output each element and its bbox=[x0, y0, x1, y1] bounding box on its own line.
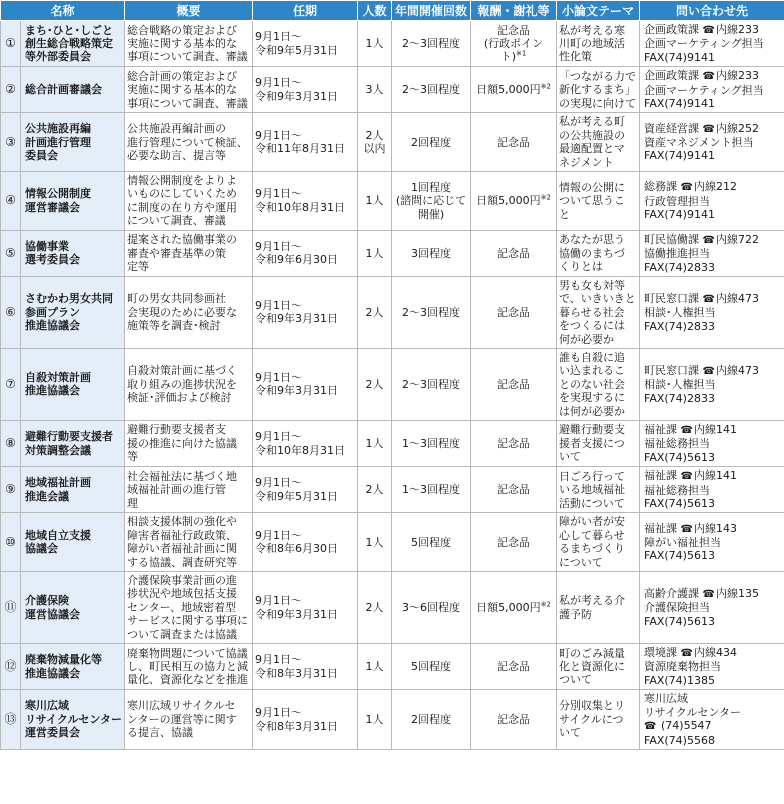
reward-text: 記念品 bbox=[497, 483, 531, 497]
committee-summary: 社会福祉法に基づく地 域福祉計画の進行管 理 bbox=[125, 467, 253, 513]
contact-cell bbox=[640, 644, 784, 690]
essay-theme: あなたが思う 協働のまちづ くりとは bbox=[557, 230, 640, 276]
header-name: 名称 bbox=[1, 1, 125, 21]
contact-dept: 企画政策課 bbox=[644, 23, 700, 36]
contact-dept: 資産経営課 bbox=[644, 121, 700, 135]
essay-theme: 男も女も対等 で、いきいきと 暮らせる社会 をつくるには 何が必要か bbox=[557, 276, 640, 348]
phone-icon: ☎ bbox=[702, 293, 715, 305]
reward-text: 日額5,000円 bbox=[476, 600, 541, 614]
contact-line-1 bbox=[644, 646, 782, 660]
header-theme: 小論文テーマ bbox=[557, 1, 640, 21]
contact-line-1 bbox=[644, 423, 782, 437]
contact-fax: FAX(74)5568 bbox=[644, 733, 715, 747]
contact-section: 相談･人権担当 bbox=[644, 378, 716, 392]
committee-summary: 町の男女共同参画社 会実現のために必要な 施策等を調査･検討 bbox=[125, 276, 253, 348]
reward-text: 記念品 bbox=[497, 436, 531, 450]
contact-dept: 町民窓口課 bbox=[644, 363, 700, 377]
committee-name: 地域福祉計画 推進会議 bbox=[21, 467, 125, 513]
contact-section: 企画マーケティング担当 bbox=[644, 37, 764, 51]
committee-term: 9月1日～ 令和9年6月30日 bbox=[253, 230, 358, 276]
committee-count: 2人 bbox=[358, 276, 392, 348]
committee-term: 9月1日～ 令和9年3月31日 bbox=[253, 572, 358, 644]
committee-summary: 自殺対策計画に基づく 取り組みの進捗状況を 検証･評価および検討 bbox=[125, 348, 253, 420]
phone-icon: ☎ bbox=[702, 25, 715, 36]
committee-count: 2人 bbox=[358, 467, 392, 513]
contact-section: 福祉総務担当 bbox=[644, 483, 711, 497]
contact-fax: FAX(74)2833 bbox=[644, 319, 715, 333]
row-number: ② bbox=[1, 67, 21, 113]
phone-icon: ☎ bbox=[702, 123, 715, 135]
phone-icon: ☎ bbox=[702, 588, 715, 600]
committee-count: 1人 bbox=[358, 21, 392, 67]
contact-line-1 bbox=[644, 233, 782, 247]
committee-name: まち･ひと･しごと 創生総合戦略策定 等外部委員会 bbox=[21, 21, 125, 67]
table-row bbox=[1, 513, 784, 572]
contact-fax: FAX(74)9141 bbox=[644, 149, 715, 163]
committee-reward bbox=[471, 467, 557, 513]
contact-cell bbox=[640, 348, 784, 420]
contact-dept: 寒川広域 bbox=[644, 692, 689, 706]
committee-reward bbox=[471, 690, 557, 750]
committee-term: 9月1日～ 令和9年5月31日 bbox=[253, 467, 358, 513]
header-summary: 概要 bbox=[125, 1, 253, 21]
committee-meetings: 2～3回程度 bbox=[392, 348, 471, 420]
committee-summary: 介護保険事業計画の進 捗状況や地域包括支援 センター、地域密着型 サービスに関する事項に ついて調査または協議 bbox=[125, 572, 253, 644]
committee-summary: 避難行動要支援者支 援の推進に向けた協議 等 bbox=[125, 420, 253, 466]
contact-section: 相談･人権担当 bbox=[644, 306, 716, 320]
contact-cell bbox=[640, 513, 784, 572]
committee-summary: 廃棄物問題について協議 し、町民相互の協力と減 量化、資源化などを推進 bbox=[125, 644, 253, 690]
contact-section: 資産マネジメント担当 bbox=[644, 136, 754, 150]
contact-cell bbox=[640, 276, 784, 348]
table-row bbox=[1, 276, 784, 348]
committee-reward bbox=[471, 513, 557, 572]
committee-meetings: 5回程度 bbox=[392, 644, 471, 690]
committee-meetings: 3～6回程度 bbox=[392, 572, 471, 644]
reward-note: ※2 bbox=[540, 82, 551, 91]
committee-reward bbox=[471, 572, 557, 644]
row-number: ⑪ bbox=[1, 572, 21, 644]
committee-summary: 提案された協働事業の 審査や審査基準の策 定等 bbox=[125, 230, 253, 276]
table-row bbox=[1, 420, 784, 466]
contact-ext: 内線722 bbox=[715, 232, 759, 246]
committee-count: 1人 bbox=[358, 172, 392, 231]
contact-dept: 環境課 bbox=[644, 646, 678, 660]
contact-ext: 内線473 bbox=[715, 363, 759, 377]
contact-line-1 bbox=[644, 522, 782, 536]
essay-theme: 私が考える介 護予防 bbox=[557, 572, 640, 644]
contact-line-1 bbox=[644, 469, 782, 483]
phone-icon: ☎ bbox=[680, 648, 693, 660]
contact-dept: 企画政策課 bbox=[644, 69, 700, 83]
phone-icon: ☎ bbox=[644, 721, 657, 733]
committee-reward bbox=[471, 230, 557, 276]
committee-count: 1人 bbox=[358, 230, 392, 276]
phone-icon: ☎ bbox=[702, 234, 715, 246]
contact-dept: 町民窓口課 bbox=[644, 291, 700, 305]
contact-cell bbox=[640, 21, 784, 67]
table-row bbox=[1, 348, 784, 420]
table-row bbox=[1, 644, 784, 690]
contact-dept: 福祉課 bbox=[644, 521, 678, 535]
reward-note: ※1 bbox=[516, 49, 527, 58]
row-number: ⑧ bbox=[1, 420, 21, 466]
committee-term: 9月1日～ 令和9年3月31日 bbox=[253, 348, 358, 420]
essay-theme: 避難行動要支 援者支援につ いて bbox=[557, 420, 640, 466]
contact-line-1 bbox=[644, 23, 782, 37]
contact-ext: 内線212 bbox=[693, 180, 737, 194]
header-row bbox=[1, 1, 784, 21]
contact-fax: FAX(74)2833 bbox=[644, 260, 715, 274]
contact-ext: 内線141 bbox=[693, 422, 737, 436]
reward-text: 記念品 bbox=[497, 712, 531, 726]
committee-summary: 相談支援体制の強化や 障害者福祉行政政策、 障がい者福祉計画に関 する協議、調査研究等 bbox=[125, 513, 253, 572]
committee-meetings: 2～3回程度 bbox=[392, 67, 471, 113]
row-number: ① bbox=[1, 21, 21, 67]
committee-summary: 情報公開制度をよりよ いものにしていくため に制度の在り方や運用 について調査、審議 bbox=[125, 172, 253, 231]
header-meetings: 年間開催回数 bbox=[392, 1, 471, 21]
essay-theme: 町のごみ減量 化と資源化に ついて bbox=[557, 644, 640, 690]
contact-cell bbox=[640, 690, 784, 750]
contact-fax: FAX(74)9141 bbox=[644, 50, 715, 64]
committee-name: 廃棄物減量化等 推進協議会 bbox=[21, 644, 125, 690]
contact-dept: 町民協働課 bbox=[644, 232, 700, 246]
essay-theme: 私が考える町 の公共施設の 最適配置とマ ネジメント bbox=[557, 113, 640, 172]
committee-reward bbox=[471, 67, 557, 113]
essay-theme: 分別収集とリ サイクルにつ いて bbox=[557, 690, 640, 750]
committee-term: 9月1日～ 令和8年6月30日 bbox=[253, 513, 358, 572]
contact-section: 行政管理担当 bbox=[644, 194, 711, 208]
committee-reward bbox=[471, 21, 557, 67]
committee-term: 9月1日～ 令和9年5月31日 bbox=[253, 21, 358, 67]
table-row bbox=[1, 113, 784, 172]
committee-meetings: 1～3回程度 bbox=[392, 467, 471, 513]
contact-cell bbox=[640, 420, 784, 466]
committee-meetings: 2回程度 bbox=[392, 113, 471, 172]
table-row bbox=[1, 21, 784, 67]
contact-ext: 内線252 bbox=[715, 121, 759, 135]
contact-cell bbox=[640, 113, 784, 172]
contact-phone bbox=[644, 719, 782, 733]
row-number: ⑦ bbox=[1, 348, 21, 420]
contact-fax: FAX(74)5613 bbox=[644, 497, 715, 510]
committee-summary: 公共施設再編計画の 進行管理について検証、 必要な助言、提言等 bbox=[125, 113, 253, 172]
row-number: ④ bbox=[1, 172, 21, 231]
committee-reward bbox=[471, 420, 557, 466]
reward-text: 記念品 (行政ポイント) bbox=[483, 23, 544, 64]
table-row bbox=[1, 230, 784, 276]
phone-icon: ☎ bbox=[680, 523, 693, 535]
essay-theme: 私が考える寒 川町の地域活 性化策 bbox=[557, 21, 640, 67]
essay-theme: 障がい者が安 心して暮らせ るまちづくり について bbox=[557, 513, 640, 572]
contact-section: 障がい福祉担当 bbox=[644, 536, 722, 550]
reward-text: 日額5,000円 bbox=[476, 194, 541, 208]
table-row bbox=[1, 572, 784, 644]
contact-line-1 bbox=[644, 364, 782, 378]
committee-count: 1人 bbox=[358, 513, 392, 572]
contact-ext: 内線141 bbox=[693, 469, 737, 483]
contact-section: 介護保険担当 bbox=[644, 601, 711, 615]
contact-dept: 福祉課 bbox=[644, 469, 678, 483]
reward-text: 記念品 bbox=[497, 135, 531, 149]
contact-phone-number: (74)5547 bbox=[660, 719, 712, 733]
contact-section: 資源廃棄物担当 bbox=[644, 660, 722, 674]
reward-text: 記念品 bbox=[497, 659, 531, 673]
committee-term: 9月1日～ 令和10年8月31日 bbox=[253, 420, 358, 466]
phone-icon: ☎ bbox=[680, 424, 693, 436]
contact-section: リサイクルセンター bbox=[644, 705, 742, 719]
committee-reward bbox=[471, 172, 557, 231]
committee-name: 避難行動要支援者 対策調整会議 bbox=[21, 420, 125, 466]
committee-name: 公共施設再編 計画進行管理 委員会 bbox=[21, 113, 125, 172]
phone-icon: ☎ bbox=[680, 182, 693, 194]
contact-ext: 内線434 bbox=[693, 646, 737, 660]
committee-meetings: 1回程度 (諮問に応じて 開催) bbox=[392, 172, 471, 231]
row-number: ⑬ bbox=[1, 690, 21, 750]
committee-term: 9月1日～ 令和11年8月31日 bbox=[253, 113, 358, 172]
contact-ext: 内線233 bbox=[715, 69, 759, 83]
phone-icon: ☎ bbox=[702, 71, 715, 83]
committee-meetings: 2～3回程度 bbox=[392, 276, 471, 348]
committee-summary: 総合戦略の策定および 実施に関する基本的な 事項について調査、審議 bbox=[125, 21, 253, 67]
committee-name: 総合計画審議会 bbox=[21, 67, 125, 113]
committee-term: 9月1日～ 令和9年3月31日 bbox=[253, 276, 358, 348]
row-number: ⑥ bbox=[1, 276, 21, 348]
header-count: 人数 bbox=[358, 1, 392, 21]
essay-theme: 情報の公開に ついて思うこ と bbox=[557, 172, 640, 231]
table-row bbox=[1, 172, 784, 231]
row-number: ⑫ bbox=[1, 644, 21, 690]
committee-name: 地域自立支援 協議会 bbox=[21, 513, 125, 572]
contact-ext: 内線135 bbox=[715, 586, 759, 600]
contact-section: 協働推進担当 bbox=[644, 247, 711, 261]
header-term: 任期 bbox=[253, 1, 358, 21]
committee-name: さむかわ男女共同 参画プラン 推進協議会 bbox=[21, 276, 125, 348]
contact-dept: 総務課 bbox=[644, 180, 678, 194]
contact-section: 企画マーケティング担当 bbox=[644, 83, 764, 97]
contact-line-1 bbox=[644, 180, 782, 194]
contact-dept: 高齢介護課 bbox=[644, 586, 700, 600]
committee-name: 協働事業 選考委員会 bbox=[21, 230, 125, 276]
committee-reward bbox=[471, 113, 557, 172]
committee-meetings: 3回程度 bbox=[392, 230, 471, 276]
committee-count: 2人 bbox=[358, 348, 392, 420]
committee-term: 9月1日～ 令和8年3月31日 bbox=[253, 690, 358, 750]
header-contact: 問い合わせ先 bbox=[640, 1, 784, 21]
committee-count: 3人 bbox=[358, 67, 392, 113]
contact-section: 福祉総務担当 bbox=[644, 437, 711, 451]
contact-ext: 内線233 bbox=[715, 23, 759, 36]
table-row bbox=[1, 467, 784, 513]
reward-text: 記念品 bbox=[497, 246, 531, 260]
committee-meetings: 2回程度 bbox=[392, 690, 471, 750]
contact-fax: FAX(74)1385 bbox=[644, 673, 715, 687]
committee-reward bbox=[471, 276, 557, 348]
committee-count: 2人 bbox=[358, 572, 392, 644]
contact-line-1 bbox=[644, 122, 782, 136]
committee-name: 情報公開制度 運営審議会 bbox=[21, 172, 125, 231]
committee-name: 介護保険 運営協議会 bbox=[21, 572, 125, 644]
contact-ext: 内線143 bbox=[693, 521, 737, 535]
reward-text: 記念品 bbox=[497, 377, 531, 391]
committee-summary: 総合計画の策定および 実施に関する基本的な 事項について調査、審議 bbox=[125, 67, 253, 113]
reward-text: 記念品 bbox=[497, 535, 531, 549]
contact-cell bbox=[640, 572, 784, 644]
committee-term: 9月1日～ 令和9年3月31日 bbox=[253, 67, 358, 113]
committee-meetings: 5回程度 bbox=[392, 513, 471, 572]
contact-fax: FAX(74)9141 bbox=[644, 208, 715, 222]
contact-line-1 bbox=[644, 587, 782, 601]
essay-theme: 日ごろ行って いる地域福祉 活動について bbox=[557, 467, 640, 513]
row-number: ⑤ bbox=[1, 230, 21, 276]
committee-name: 寒川広域 リサイクルセンター 運営委員会 bbox=[21, 690, 125, 750]
contact-cell bbox=[640, 467, 784, 513]
committee-count: 1人 bbox=[358, 644, 392, 690]
committee-term: 9月1日～ 令和10年8月31日 bbox=[253, 172, 358, 231]
contact-dept: 福祉課 bbox=[644, 422, 678, 436]
header-reward: 報酬・謝礼等 bbox=[471, 1, 557, 21]
essay-theme: 誰も自殺に追 い込まれるこ とのない社会 を実現するに は何が必要か bbox=[557, 348, 640, 420]
committee-count: 1人 bbox=[358, 690, 392, 750]
phone-icon: ☎ bbox=[680, 471, 693, 483]
reward-note: ※2 bbox=[540, 193, 551, 202]
contact-fax: FAX(74)9141 bbox=[644, 97, 715, 111]
contact-fax: FAX(74)5613 bbox=[644, 450, 715, 464]
contact-cell bbox=[640, 230, 784, 276]
committee-count: 1人 bbox=[358, 420, 392, 466]
contact-line-1 bbox=[644, 69, 782, 83]
row-number: ⑨ bbox=[1, 467, 21, 513]
table-row bbox=[1, 67, 784, 113]
committee-meetings: 1～3回程度 bbox=[392, 420, 471, 466]
reward-text: 日額5,000円 bbox=[476, 83, 541, 97]
table-row bbox=[1, 690, 784, 750]
contact-line-1 bbox=[644, 292, 782, 306]
committee-count: 2人 以内 bbox=[358, 113, 392, 172]
essay-theme: 「つながる力で 新化するまち」 の実現に向けて bbox=[557, 67, 640, 113]
contact-fax: FAX(74)5613 bbox=[644, 549, 715, 563]
committee-reward bbox=[471, 348, 557, 420]
contact-ext: 内線473 bbox=[715, 291, 759, 305]
committee-name: 自殺対策計画 推進協議会 bbox=[21, 348, 125, 420]
contact-cell bbox=[640, 67, 784, 113]
committee-reward bbox=[471, 644, 557, 690]
contact-fax: FAX(74)2833 bbox=[644, 391, 715, 405]
contact-cell bbox=[640, 172, 784, 231]
row-number: ③ bbox=[1, 113, 21, 172]
reward-note: ※2 bbox=[540, 600, 551, 609]
row-number: ⑩ bbox=[1, 513, 21, 572]
reward-text: 記念品 bbox=[497, 305, 531, 319]
committee-meetings: 2～3回程度 bbox=[392, 21, 471, 67]
phone-icon: ☎ bbox=[702, 365, 715, 377]
committee-term: 9月1日～ 令和8年3月31日 bbox=[253, 644, 358, 690]
committee-summary: 寒川広域リサイクルセ ンターの運営等に関す る提言、協議 bbox=[125, 690, 253, 750]
contact-fax: FAX(74)5613 bbox=[644, 614, 715, 628]
